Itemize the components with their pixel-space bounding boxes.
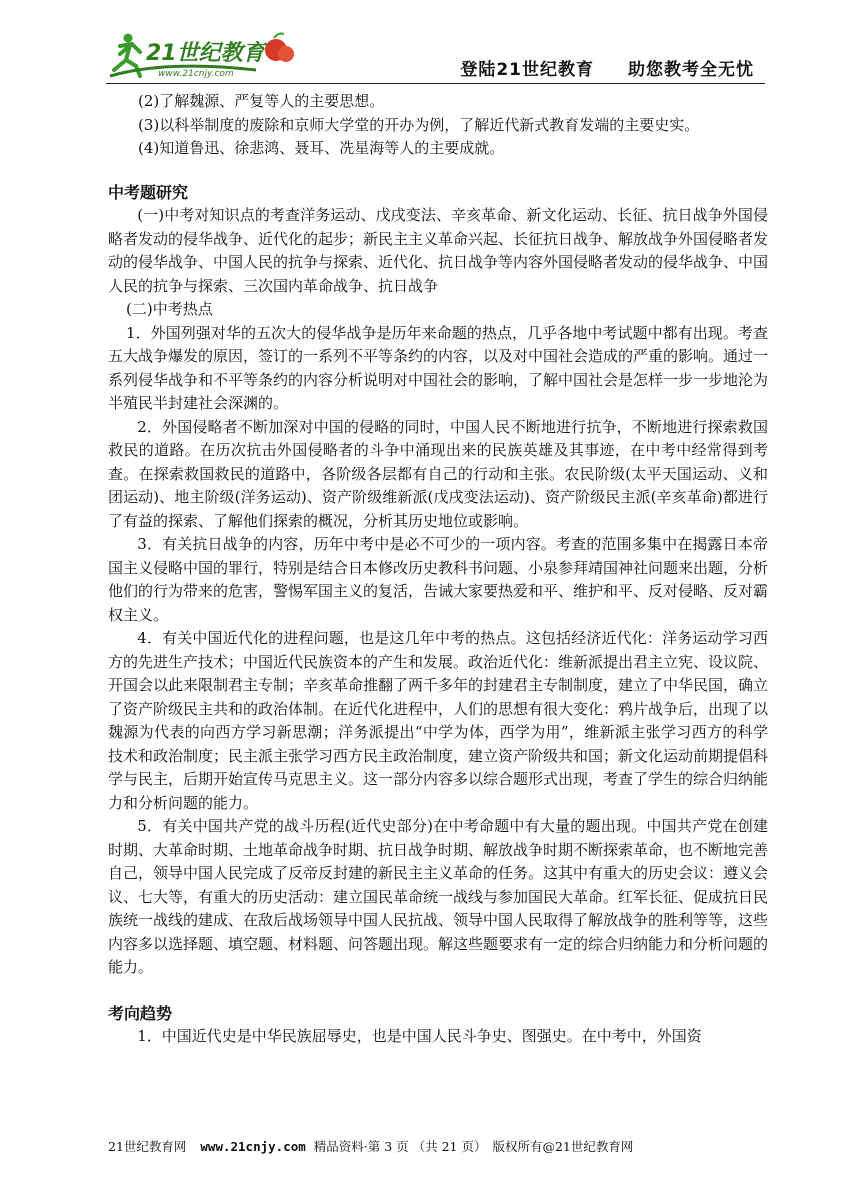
objectives-list (108, 90, 768, 161)
hotspot-item: 5．有关中国共产党的战斗历程(近代史部分)在中考命题中有大量的题出现。中国共产党在创建时期、大革命时期、土地革命战争时期、抗日战争时期、解放战争时期不断探索革命，也不断地完善自己，领导中国人民完成了反帝反封建的新民主主义革命的任务。这其中有重大的历史会议：遵义会议、七大等，有重大的历史活动：建立国民革命统一战线与参加国民大革命。红军长征、促成抗日民族统一战线的建成、在敌后战场领导中国人民抗战、领导中国人民取得了解放战争的胜利等等，这些内容多以选择题、填空题、材料题、问答题出现。解这些题要求有一定的综合归纳能力和分析问题的能力。 (108, 817, 769, 976)
header-divider (106, 83, 765, 84)
subheading: (二)中考热点 (126, 300, 213, 318)
hotspot-item: 2．外国侵略者不断加深对中国的侵略的同时，中国人民不断地进行抗争，不断地进行探索救国救民的道路。在历次抗击外国侵略者的斗争中涌现出来的民族英雄及其事迹，在中考中经常得到考查。在探索救国救民的道路中，各阶级各层都有自己的行动和主张。农民阶级(太平天国运动、义和团运动)、地主阶级(洋务运动)、资产阶级维新派(戊戌变法运动)、资产阶级民主派(辛亥革命)都进行了有益的探索、了解他们探索的概况，分析其历史地位或影响。 (108, 417, 768, 530)
objective-item: (4)知道鲁迅、徐悲鸿、聂耳、冼星海等人的主要成就。 (138, 139, 505, 157)
page-header (0, 0, 860, 90)
site-logo (106, 30, 306, 82)
paragraph: 1．中国近代史是中华民族屈辱史，也是中国人民斗争史、图强史。在中考中，外国资 (137, 1027, 702, 1045)
footer-page-info: 精品资料·第 3 页 （共 21 页） (313, 1139, 487, 1154)
objective-item: (3)以科举制度的废除和京师大学堂的开办为例，了解近代新式教育发端的主要史实。 (138, 115, 700, 134)
page-body (108, 90, 768, 1049)
slogan-left: 登陆21世纪教育 (460, 60, 594, 80)
objective-item: (2)了解魏源、严复等人的主要思想。 (138, 92, 385, 110)
hotspot-item: 3．有关抗日战争的内容，历年中考中是必不可少的一项内容。考查的范围多集中在揭露日本帝国主义侵略中国的罪行，特别是结合日本修改历史教科书问题、小泉参拜靖国神社问题来出题，分析他们的行为带来的危害，警惕军国主义的复活，告诫大家要热爱和平、维护和平、反对侵略、反对霸权主义。 (108, 535, 769, 624)
footer-copyright: 版权所有@21世纪教育网 (492, 1139, 634, 1154)
footer-url[interactable]: www.21cnjy.com (200, 1139, 306, 1154)
slogan-right: 助您教考全无忧 (628, 60, 754, 80)
logo-text: 21世纪教育 (146, 41, 265, 66)
logo-url: www.21cnjy.com (158, 69, 234, 79)
hotspot-item: 4．有关中国近代化的进程问题，也是这几年中考的热点。这包括经济近代化：洋务运动学习西方的先进生产技术；中国近代民族资本的产生和发展。政治近代化：维新派提出君主立宪、设议院、开国会以此来限制君主专制；辛亥革命推翻了两千多年的封建君主专制制度，建立了中华民国，确立了资产阶级民主共和的政治体制。在近代化进程中，人们的思想有很大变化：鸦片战争后，出现了以魏源为代表的向西方学习新思潮；洋务派提出“中学为体，西学为用”，维新派主张学习西方的科学技术和政治制度；民主派主张学习西方民主政治制度，建立资产阶级共和国；新文化运动前期提倡科学与民主，后期开始宣传马克思主义。这一部分内容多以综合题形式出现，考查了学生的综合归纳能力和分析问题的能力。 (108, 629, 769, 812)
header-slogan (460, 55, 754, 80)
page-footer (108, 1137, 788, 1155)
footer-site: 21世纪教育网 (108, 1139, 187, 1154)
section-heading: 中考题研究 (108, 182, 189, 202)
paragraph: (一)中考对知识点的考查洋务运动、戊戌变法、辛亥革命、新文化运动、长征、抗日战争外国侵略者发动的侵华战争、近代化的起步；新民主主义革命兴起、长征抗日战争、解放战争外国侵略者发动的侵华战争、中国人民的抗争与探索、近代化、抗日战争等内容外国侵略者发动的侵华战争、中国人民的抗争与探索、三次国内革命战争、抗日战争 (108, 206, 769, 295)
hotspot-item: 1．外国列强对华的五次大的侵华战争是历年来命题的热点，几乎各地中考试题中都有出现。考查五大战争爆发的原因，签订的一系列不平等条约的内容，以及对中国社会造成的严重的影响。通过一系列侵华战争和不平等条约的内容分析说明对中国社会的影响，了解中国社会是怎样一步一步地沦为半殖民半封建社会深渊的。 (108, 323, 769, 412)
section-heading: 考向趋势 (108, 1003, 173, 1023)
